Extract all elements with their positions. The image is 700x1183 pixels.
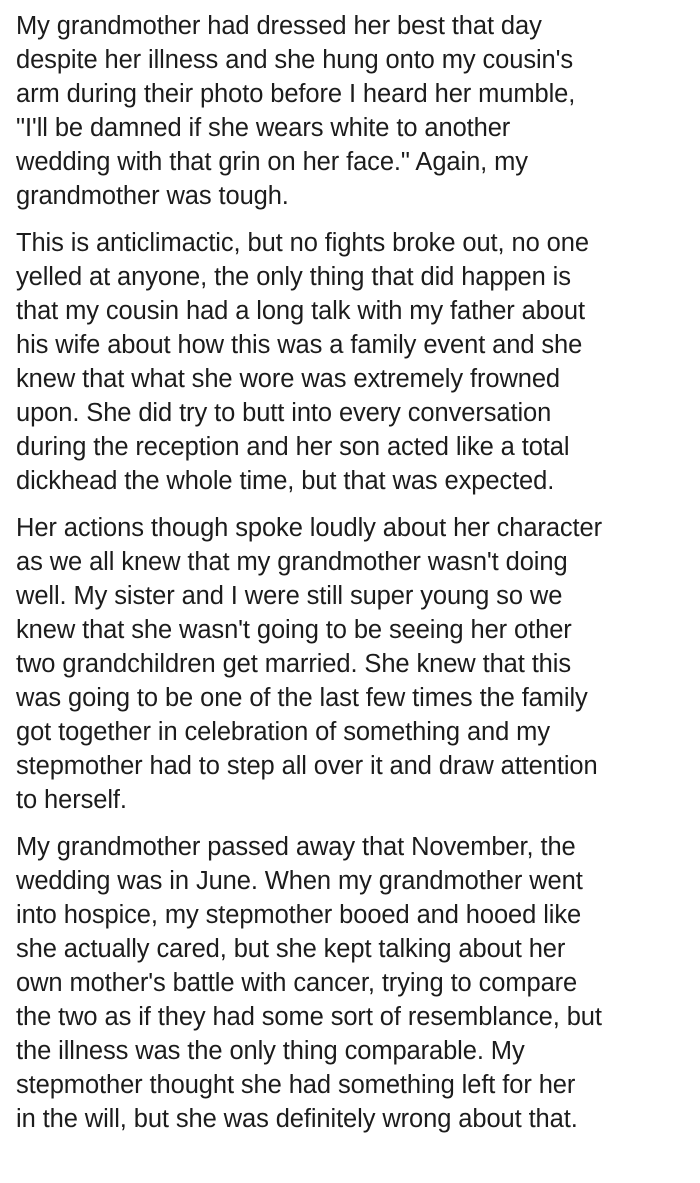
text-line: stepmother had to step all over it and draw attention (16, 752, 598, 780)
text-line: arm during their photo before I heard her mumble, (16, 80, 576, 108)
text-line: "I'll be damned if she wears white to another (16, 114, 511, 142)
text-line: to herself. (16, 786, 127, 814)
text-line: dickhead the whole time, but that was expected. (16, 467, 555, 495)
text-line: wedding was in June. When my grandmother went (16, 867, 583, 895)
text-line: stepmother thought she had something left for her (16, 1071, 576, 1099)
text-line: she actually cared, but she kept talking about her (16, 935, 566, 963)
text-line: into hospice, my stepmother booed and hooed like (16, 901, 582, 929)
text-line: My grandmother had dressed her best that day (16, 12, 542, 40)
text-line: wedding with that grin on her face." Again, my (16, 148, 528, 176)
text-line: during the reception and her son acted like a total (16, 433, 570, 461)
text-line: well. My sister and I were still super young so we (16, 582, 563, 610)
text-line: in the will, but she was definitely wrong about that. (16, 1105, 578, 1133)
paragraph-2 (16, 226, 684, 498)
paragraph-4 (16, 830, 684, 1136)
text-line: yelled at anyone, the only thing that did happen is (16, 263, 571, 291)
text-line: own mother's battle with cancer, trying to compare (16, 969, 578, 997)
text-line: despite her illness and she hung onto my cousin's (16, 46, 574, 74)
paragraph-3 (16, 511, 684, 817)
text-line: was going to be one of the last few times the family (16, 684, 588, 712)
text-line: grandmother was tough. (16, 182, 289, 210)
text-line: Her actions though spoke loudly about her character (16, 514, 603, 542)
text-line: two grandchildren get married. She knew that this (16, 650, 571, 678)
text-line: This is anticlimactic, but no fights broke out, no one (16, 229, 589, 257)
text-line: his wife about how this was a family event and she (16, 331, 583, 359)
text-line: knew that she wasn't going to be seeing her other (16, 616, 572, 644)
text-line: that my cousin had a long talk with my father about (16, 297, 585, 325)
text-line: the illness was the only thing comparable. My (16, 1037, 525, 1065)
text-line: got together in celebration of something and my (16, 718, 550, 746)
text-line: the two as if they had some sort of resemblance, but (16, 1003, 602, 1031)
text-line: My grandmother passed away that November, the (16, 833, 576, 861)
paragraph-1 (16, 9, 684, 213)
text-line: as we all knew that my grandmother wasn't doing (16, 548, 568, 576)
text-line: knew that what she wore was extremely frowned (16, 365, 560, 393)
text-line: upon. She did try to butt into every conversation (16, 399, 552, 427)
